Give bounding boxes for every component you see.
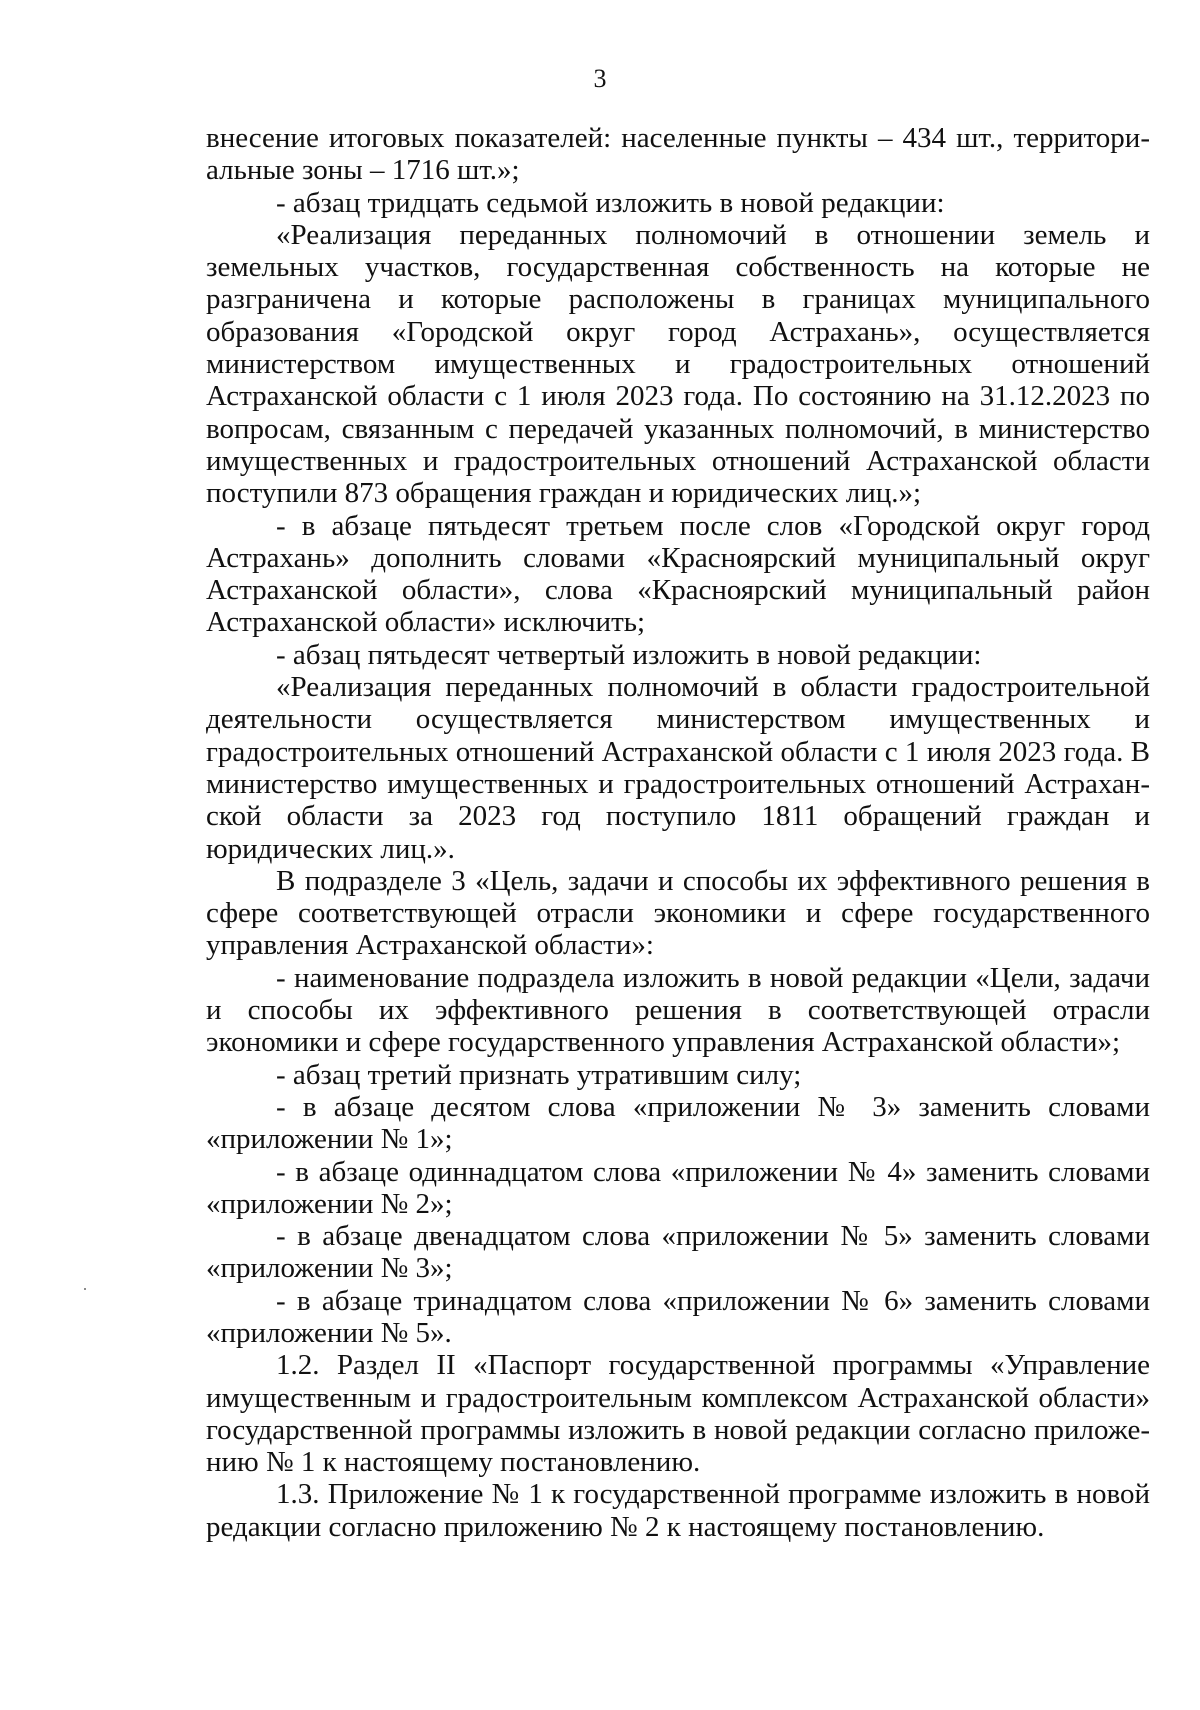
paragraph-item-1-2: 1.2. Раздел II «Паспорт государственной программы «Управление имущественным и градостроительным комплексом Астраханской области» государственной программы изложить в новой редакции согласно приложению № 1 к настоящему постановлению. bbox=[206, 1349, 1150, 1479]
paragraph-amendment-53: - в абзаце пятьдесят третьем после слов «Городской округ город Астрахань» дополнить словами «Красноярский муниципальный округ Астраханской области», слова «Красноярский муниципальный район Астраханской области» исключить; bbox=[206, 509, 1150, 639]
paragraph-subsection-3-intro: В подразделе 3 «Цель, задачи и способы их эффективного решения в сфере соответствующей отрасли экономики и сфере государственного управления Астраханской области»: bbox=[206, 864, 1150, 962]
paragraph-amendment-54-text: «Реализация переданных полномочий в области градостроительной деятельности осуществляется министерством имущественных и градостроительных отношений Астраханской области с 1 июля 2023 года. В министерство имущественных и градостроительных отношений Астраханской области за 2023 год поступило 1811 обращений граждан и юридических лиц.». bbox=[206, 671, 1150, 865]
paragraph-amendment-37-text: «Реализация переданных полномочий в отношении земель и земельных участков, государственная собственность на которые не разграничена и которые расположены в границах муниципального образования «Городской округ город Астрахань», осуществляется министерством имущественных и градостроительных отношений Астраханской области с 1 июля 2023 года. По состоянию на 31.12.2023 по вопросам, связанным с передачей указанных полномочий, в министерство имущественных и градостроительных отношений Астраханской области поступили 873 обращения граждан и юридических лиц.»; bbox=[206, 218, 1150, 510]
paragraph-amendment-13: - в абзаце тринадцатом слова «приложении № 6» заменить словами «приложении № 5». bbox=[206, 1284, 1150, 1349]
paragraph-continuation: внесение итоговых показателей: населенные пункты – 434 шт., территориальные зоны – 1716 шт.»; bbox=[206, 122, 1150, 187]
paragraph-amendment-10: - в абзаце десятом слова «приложении № 3» заменить словами «приложении № 1»; bbox=[206, 1090, 1150, 1156]
paragraph-amendment-11: - в абзаце одиннадцатом слова «приложении № 4» заменить словами «приложении № 2»; bbox=[206, 1155, 1150, 1220]
paragraph-repeal-third: - абзац третий признать утратившим силу; bbox=[276, 1058, 802, 1091]
document-body bbox=[206, 122, 1150, 1543]
paragraph-subsection-title-change: - наименование подраздела изложить в новой редакции «Цели, задачи и способы их эффективного решения в соответствующей отрасли экономики и сфере государственного управления Астраханской области»; bbox=[206, 961, 1150, 1059]
paragraph-amendment-37-intro: - абзац тридцать седьмой изложить в новой редакции: bbox=[276, 186, 945, 219]
paragraph-amendment-54-intro: - абзац пятьдесят четвертый изложить в новой редакции: bbox=[276, 638, 982, 671]
paragraph-amendment-12: - в абзаце двенадцатом слова «приложении № 5» заменить словами «приложении № 3»; bbox=[206, 1220, 1150, 1285]
page-number: 3 bbox=[593, 64, 607, 93]
paragraph-item-1-3: 1.3. Приложение № 1 к государственной программе изложить в новой редакции согласно приложению № 2 к настоящему постановлению. bbox=[206, 1478, 1150, 1543]
scan-speck bbox=[84, 1288, 86, 1290]
